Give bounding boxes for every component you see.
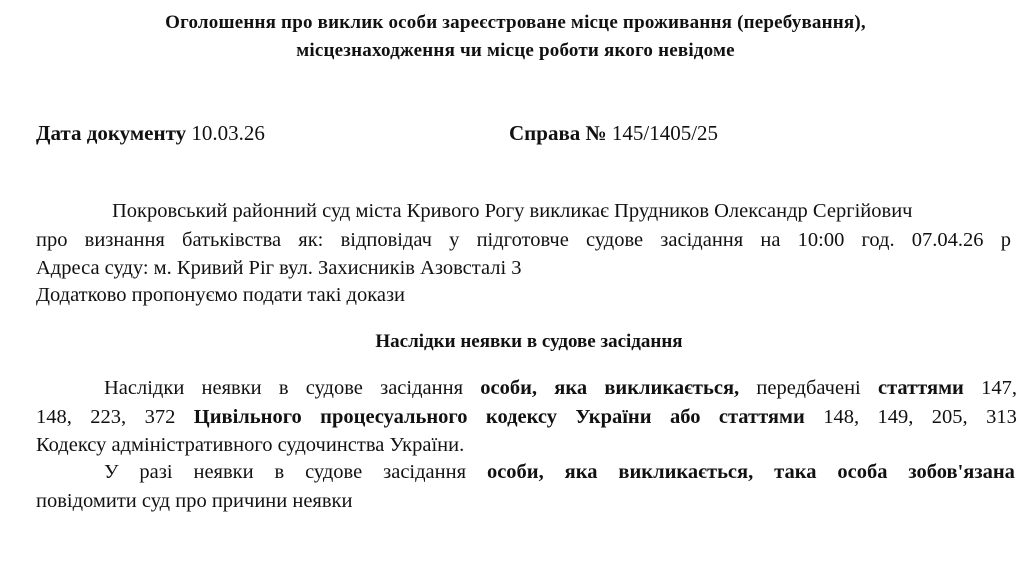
document-date-label: Дата документу <box>36 121 187 145</box>
obligation-line-1-word: судове <box>305 461 363 483</box>
consequences-line-1-word: в <box>278 377 289 399</box>
summons-text-line-2-word: судове <box>585 229 644 251</box>
consequences-line-2-word: 372 <box>144 406 176 428</box>
summons-text-line-2-word: як: <box>298 229 324 251</box>
obligation-line-1-word: разі <box>139 461 173 483</box>
court-address: Адреса суду: м. Кривий Ріг вул. Захисників Азовсталі 3 <box>36 257 522 279</box>
consequences-line-1-word: 147, <box>981 377 1017 399</box>
summons-text-line-2-word: про <box>36 229 68 251</box>
summons-text-line-2-word: у <box>449 229 460 251</box>
obligation-line-1-word: неявки <box>193 461 254 483</box>
obligation-line-1-word: яка <box>564 461 598 483</box>
summons-text-line-2-word: на <box>760 229 781 251</box>
consequences-line-2-word: 313 <box>986 406 1017 428</box>
summons-text-line-2-word: визнання <box>84 229 165 251</box>
consequences-line-2-word: України <box>575 406 652 428</box>
obligation-line-2: повідомити суд про причини неявки <box>36 490 353 512</box>
summons-text-line-2-word: 10:00 <box>797 229 845 251</box>
consequences-line-1-word: яка <box>554 377 588 399</box>
consequences-line-2-word: процесуального <box>320 406 468 428</box>
consequences-line-2-word: 148, <box>823 406 860 428</box>
consequences-line-2-word: 149, <box>877 406 914 428</box>
consequences-line-2-word: кодексу <box>485 406 557 428</box>
document-date <box>36 121 265 146</box>
consequences-line-1-word: судове <box>305 377 363 399</box>
evidence-request: Додатково пропонуємо подати такі докази <box>36 284 406 306</box>
document-date-value: 10.03.26 <box>191 121 265 145</box>
consequences-line-1-word: особи, <box>480 377 538 399</box>
summons-text-line-2-word: відповідач <box>340 229 432 251</box>
summons-text-line-2-word: підготовче <box>476 229 569 251</box>
consequences-line-2 <box>36 406 1017 429</box>
obligation-line-1 <box>104 461 1015 484</box>
summons-text-line-1: Покровський районний суд міста Кривого Рогу викликає Прудников Олександр Сергійович <box>112 200 913 222</box>
document-title-line-2: місцезнаходження чи місце роботи якого невідоме <box>296 40 735 61</box>
obligation-line-1-word: У <box>104 461 119 483</box>
consequences-line-1-word: Наслідки <box>104 377 185 399</box>
consequences-line-1-word: неявки <box>201 377 262 399</box>
obligation-line-1-word: зобов'язана <box>908 461 1015 483</box>
consequences-line-2-word: 223, <box>90 406 127 428</box>
consequences-heading: Наслідки неявки в судове засідання <box>375 331 683 352</box>
consequences-line-2-word: 148, <box>36 406 72 428</box>
case-number-value: 145/1405/25 <box>611 121 719 145</box>
consequences-line-1-word: передбачені <box>756 377 861 399</box>
summons-text-line-2-word: батьківства <box>182 229 282 251</box>
obligation-line-1-word: особи, <box>486 461 544 483</box>
consequences-line-2-word: статтями <box>718 406 805 428</box>
consequences-line-1-word: статтями <box>877 377 964 399</box>
summons-text-line-2-word: р <box>1000 229 1011 251</box>
summons-text-line-2 <box>36 229 1011 252</box>
case-number-label: Справа № <box>509 121 607 145</box>
consequences-line-2-word: 205, <box>931 406 968 428</box>
summons-text-line-2-word: год. <box>861 229 895 251</box>
consequences-line-2-word: або <box>669 406 701 428</box>
consequences-line-1 <box>104 377 1017 400</box>
consequences-line-1-word: викликається, <box>604 377 740 399</box>
obligation-line-1-word: в <box>274 461 285 483</box>
summons-text-line-2-word: засідання <box>660 229 744 251</box>
obligation-line-1-word: така <box>774 461 817 483</box>
consequences-line-2-word: Цивільного <box>193 406 302 428</box>
summons-text-line-2-word: 07.04.26 <box>911 229 984 251</box>
document-title-line-1: Оголошення про виклик особи зареєстроване місце проживання (перебування), <box>165 12 866 33</box>
obligation-line-1-word: особа <box>837 461 888 483</box>
case-number <box>509 121 718 146</box>
consequences-line-1-word: засідання <box>380 377 464 399</box>
consequences-line-3: Кодексу адміністративного судочинства України. <box>36 434 465 456</box>
obligation-line-1-word: викликається, <box>618 461 754 483</box>
obligation-line-1-word: засідання <box>383 461 467 483</box>
